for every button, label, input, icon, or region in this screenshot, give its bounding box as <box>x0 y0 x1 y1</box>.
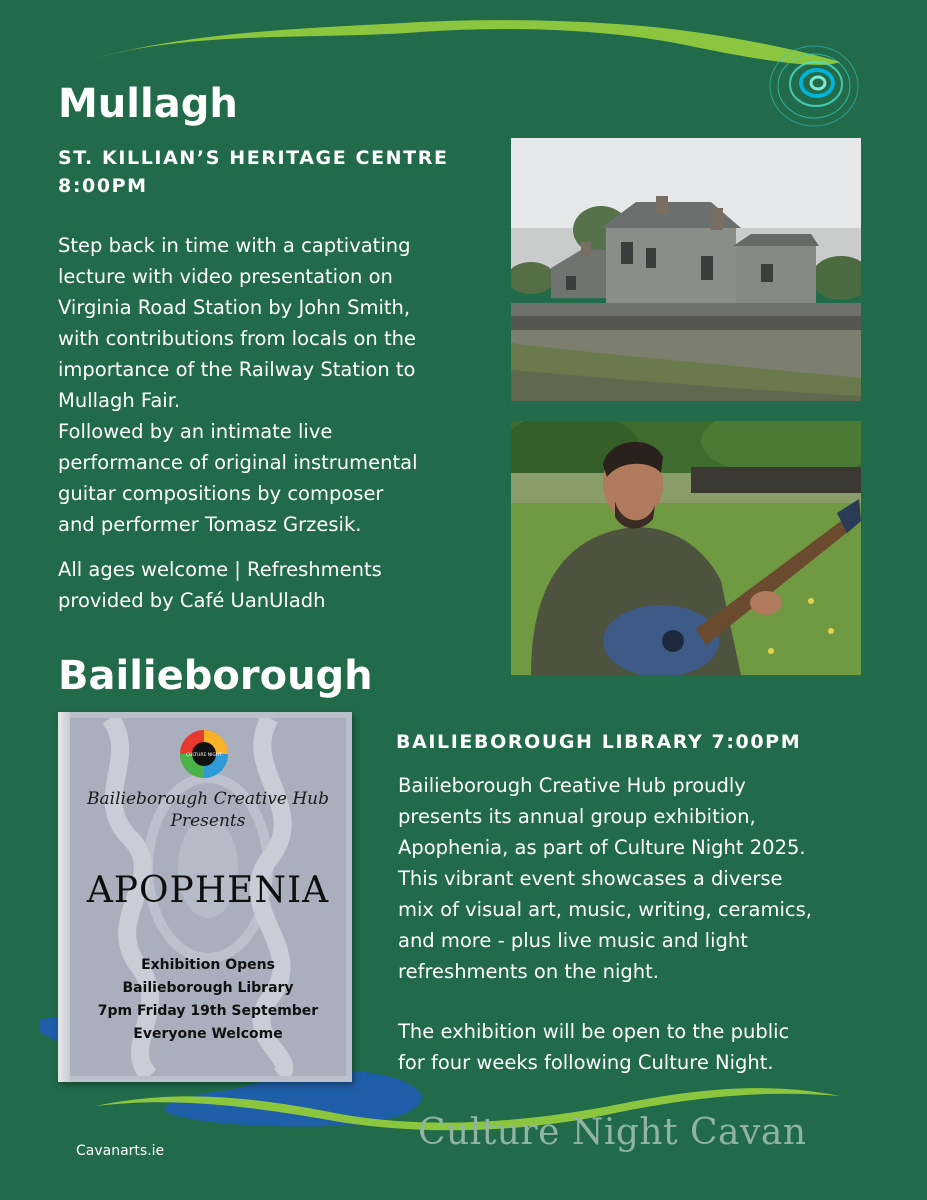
bailieborough-venue: BAILIEBOROUGH LIBRARY 7:00PM <box>396 731 802 753</box>
poster-hub-name: Bailieborough Creative Hub <box>87 789 329 809</box>
mullagh-description-line: Mullagh Fair. <box>58 389 181 412</box>
bailieborough-description-line: Bailieborough Creative Hub proudly <box>398 774 746 797</box>
mullagh-description-line: importance of the Railway Station to <box>58 358 416 381</box>
mullagh-venue <box>58 144 498 200</box>
poster-detail-line: 7pm Friday 19th September <box>97 1003 319 1019</box>
mullagh-note-line: provided by Café UanUladh <box>58 589 326 612</box>
poster-hub-presents: Presents <box>170 811 246 831</box>
mullagh-description-line: and performer Tomasz Grzesik. <box>58 513 362 536</box>
poster-title: APOPHENIA <box>86 870 330 911</box>
bailieborough-description-line: and more - plus live music and light <box>398 929 748 952</box>
poster-face <box>70 718 346 1076</box>
bailieborough-note <box>398 1016 898 1078</box>
poster-detail-line: Bailieborough Library <box>122 980 294 996</box>
bailieborough-description-line: presents its annual group exhibition, <box>398 805 756 828</box>
bailieborough-note-line: The exhibition will be open to the public <box>398 1020 790 1043</box>
mullagh-description <box>58 230 498 540</box>
mullagh-description-line: Virginia Road Station by John Smith, <box>58 296 411 319</box>
guitarist-photo <box>511 421 861 675</box>
mullagh-description-line: Followed by an intimate live <box>58 420 333 443</box>
bailieborough-description-line: Apophenia, as part of Culture Night 2025. <box>398 836 806 859</box>
poster-hub-line <box>70 788 346 832</box>
mullagh-venue-name: ST. KILLIAN’S HERITAGE CENTRE <box>58 147 449 169</box>
mullagh-description-line: guitar compositions by composer <box>58 482 384 505</box>
railway-station-photo <box>511 138 861 401</box>
mullagh-description-line: performance of original instrumental <box>58 451 418 474</box>
poster-detail-line: Everyone Welcome <box>133 1026 283 1042</box>
mullagh-heading: Mullagh <box>58 81 238 127</box>
website-link[interactable]: Cavanarts.ie <box>76 1143 165 1159</box>
bailieborough-heading: Bailieborough <box>58 653 373 699</box>
culture-night-cavan-brand: Culture Night Cavan <box>418 1112 807 1153</box>
mullagh-description-line: lecture with video presentation on <box>58 265 393 288</box>
spiral-logo-icon <box>762 38 866 134</box>
poster-detail-line: Exhibition Opens <box>141 957 275 973</box>
mullagh-venue-time: 8:00PM <box>58 175 148 197</box>
mullagh-note <box>58 554 498 616</box>
bailieborough-description-line: mix of visual art, music, writing, ceramics, <box>398 898 813 921</box>
poster-spine <box>58 712 70 1082</box>
mullagh-description-line: Step back in time with a captivating <box>58 234 411 257</box>
bailieborough-description <box>398 770 898 987</box>
poster-details <box>70 954 346 1046</box>
culture-night-logo-icon <box>178 728 230 780</box>
mullagh-note-line: All ages welcome | Refreshments <box>58 558 382 581</box>
bailieborough-note-line: for four weeks following Culture Night. <box>398 1051 774 1074</box>
bailieborough-description-line: This vibrant event showcases a diverse <box>398 867 783 890</box>
bailieborough-description-line: refreshments on the night. <box>398 960 659 983</box>
logo-text: CULTURE NIGHT <box>185 753 223 758</box>
mullagh-description-line: with contributions from locals on the <box>58 327 416 350</box>
